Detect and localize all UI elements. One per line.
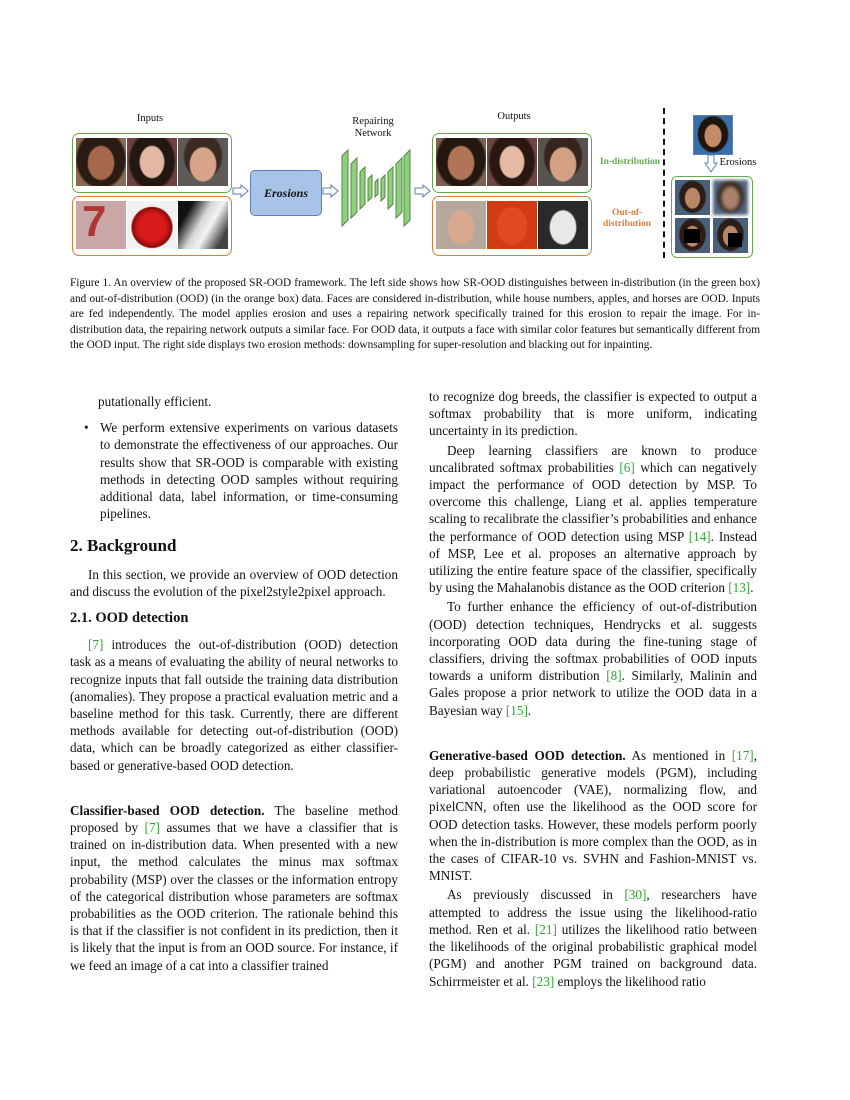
contribution-bullet: • We perform extensive experiments on various datasets to demonstrate the effectiveness of our approaches. Our results show that SR-OOD is comparable with existing methods in detecting OOD samples without requiring additional data, label information, or time-consuming pipelines. <box>84 420 398 522</box>
outputs-label: Outputs <box>497 111 531 122</box>
input-face-image <box>127 138 177 186</box>
citation-link[interactable]: [23] <box>532 973 555 989</box>
classifier-paragraph: Classifier-based OOD detection. The baseline method proposed by [7] assumes that we have a classifier that is trained on in-distribution data. When presented with a new input, the method calculates the minus max softmax probability (MSP) over the classes or the information entropy of the categorical distribution whose parameters are softmax probabilities as the OOD criterion. The rationale behind this is that if the classifier is not confident in its prediction, then it is likely that the input is from an OOD source. For instance, if we feed an image of a cat into a classifier trained <box>70 802 398 973</box>
citation-link[interactable]: [7] <box>88 637 104 653</box>
right-paragraph-1: to recognize dog breeds, the classifier is expected to output a softmax probability that is more uniform, indicating uncertainty in its prediction. <box>429 389 757 439</box>
citation-link[interactable]: [13] <box>728 580 751 596</box>
arrow-right-icon <box>414 184 432 198</box>
repairing-network-icon <box>340 146 412 234</box>
subsection-heading-ood: 2.1. OOD detection <box>70 610 189 627</box>
erosion-examples-panel <box>671 176 753 258</box>
citation-link[interactable]: [8] <box>606 668 622 684</box>
house-number-image: 7 <box>76 201 126 249</box>
generative-paragraph: Generative-based OOD detection. As mentioned in [17], deep probabilistic generative models (PGM), including variational autoencoder (VAE), normalizing flow, and pixelCNN, often use the likelihood as the OOD score for OOD detection tasks. However, these models perform poorly when the in-distribution is more complex than the OOD, as in the cases of CIFAR-10 vs. SVHN and Fashion-MNIST vs. MNIST. <box>429 747 757 884</box>
likelihood-ratio-paragraph: As previously discussed in [30], researchers have attempted to address the issue using the likelihood-ratio method. Ren et al. [21] utilizes the likelihood ratio between the likelihoods of the original probabilistic graphical model (PGM) and another PGM trained on background data. Schirrmeister et al. [23] employs the likelihood ratio <box>429 887 757 989</box>
erosion-downsample-image <box>675 180 710 215</box>
classifier-heading: Classifier-based OOD detection. <box>70 802 265 818</box>
erosion-source-image <box>693 115 733 155</box>
citation-link[interactable]: [14] <box>688 528 711 544</box>
arrow-right-icon <box>322 184 340 198</box>
repairing-label: Repairing Network <box>352 116 394 139</box>
output-in-distribution-panel <box>432 133 592 193</box>
output-face-image <box>436 201 486 249</box>
input-face-image <box>178 138 228 186</box>
citation-link[interactable]: [6] <box>619 459 635 475</box>
erosions-box: Erosions <box>250 170 322 216</box>
ood-paragraph: [7] introduces the out-of-distribution (OOD) detection task as a means of evaluating the ability of neural networks to recognize inputs that fall outside the training data distribution (anomalies). They propose a practical evaluation metric and a baseline method for this task. Currently, there are different methods available for detecting out-of-distribution (OOD) data, which can be broadly categorized as either classifier-based or generative-based OOD detection. <box>70 637 398 773</box>
left-column <box>70 393 398 974</box>
ood-label: Out-of- distribution <box>602 208 652 229</box>
output-ood-panel <box>432 196 592 256</box>
citation-link[interactable]: [21] <box>534 921 557 937</box>
horse-image <box>178 201 228 249</box>
right-column <box>429 388 757 990</box>
divider <box>663 108 665 258</box>
output-face-image <box>487 201 537 249</box>
in-distribution-label: In-distribution <box>599 157 661 167</box>
apple-image <box>127 201 177 249</box>
citation-link[interactable]: [30] <box>624 887 647 903</box>
right-paragraph-3: To further enhance the efficiency of out-of-distribution (OOD) detection techniques, Hendrycks et al. suggests incorporating OOD data during the fine-tuning stage of classifiers, driving the softmax probabilities of OOD inputs towards a uniform distribution [8]. Similarly, Malinin and Gales propose a prior network to utilize the OOD data in a Bayesian way [15]. <box>429 599 757 718</box>
output-face-image <box>538 201 588 249</box>
citation-link[interactable]: [7] <box>144 820 160 836</box>
arrow-right-icon <box>232 184 250 198</box>
output-face-image <box>487 138 537 186</box>
citation-link[interactable]: [17] <box>731 747 754 763</box>
erosion-downsample-image <box>713 180 748 215</box>
figure-caption: Figure 1. An overview of the proposed SR-OOD framework. The left side shows how SR-OOD distinguishes between in-distribution (in the green box) and out-of-distribution (OOD) (in the orange box) data. Faces are considered in-distribution, while house numbers, apples, and horses are OOD. Inputs are fed independently. The model applies erosion and uses a repairing network specifically trained for this erosion to repair the image. For in-distribution data, the repairing network outputs a similar face. For OOD data, it outputs a face with similar color features but semantically different from the OOD input. The right side displays two erosion methods: downsampling for super-resolution and blacking out for inpainting. <box>70 277 760 352</box>
background-paragraph: In this section, we provide an overview of OOD detection and discuss the evolution of the pixel2style2pixel approach. <box>70 566 398 599</box>
input-face-image <box>76 138 126 186</box>
erosion-inpaint-image <box>713 218 748 253</box>
erosion-inpaint-image <box>675 218 710 253</box>
continued-text: putationally efficient. <box>98 394 212 409</box>
section-heading-background: 2. Background <box>70 536 177 556</box>
input-ood-panel <box>72 196 232 256</box>
generative-heading: Generative-based OOD detection. <box>429 747 626 763</box>
input-in-distribution-panel <box>72 133 232 193</box>
erosions-side-label: Erosions <box>719 157 757 168</box>
bullet-icon: • <box>84 420 89 436</box>
output-face-image <box>436 138 486 186</box>
output-face-image <box>538 138 588 186</box>
right-paragraph-2: Deep learning classifiers are known to produce uncalibrated softmax probabilities [6] which can negatively impact the performance of OOD detection by MSP. To overcome this challenge, Liang et al. applies temperature scaling to recalibrate the classifier’s probabilities and enhance the performance of OOD detection using MSP [14]. Instead of MSP, Lee et al. proposes an alternative approach by utilizing the entire feature space of the classifier, specifically by using the Mahalanobis distance as the OOD criterion [13]. <box>429 442 757 596</box>
inputs-label: Inputs <box>136 113 164 124</box>
citation-link[interactable]: [15] <box>505 702 528 718</box>
